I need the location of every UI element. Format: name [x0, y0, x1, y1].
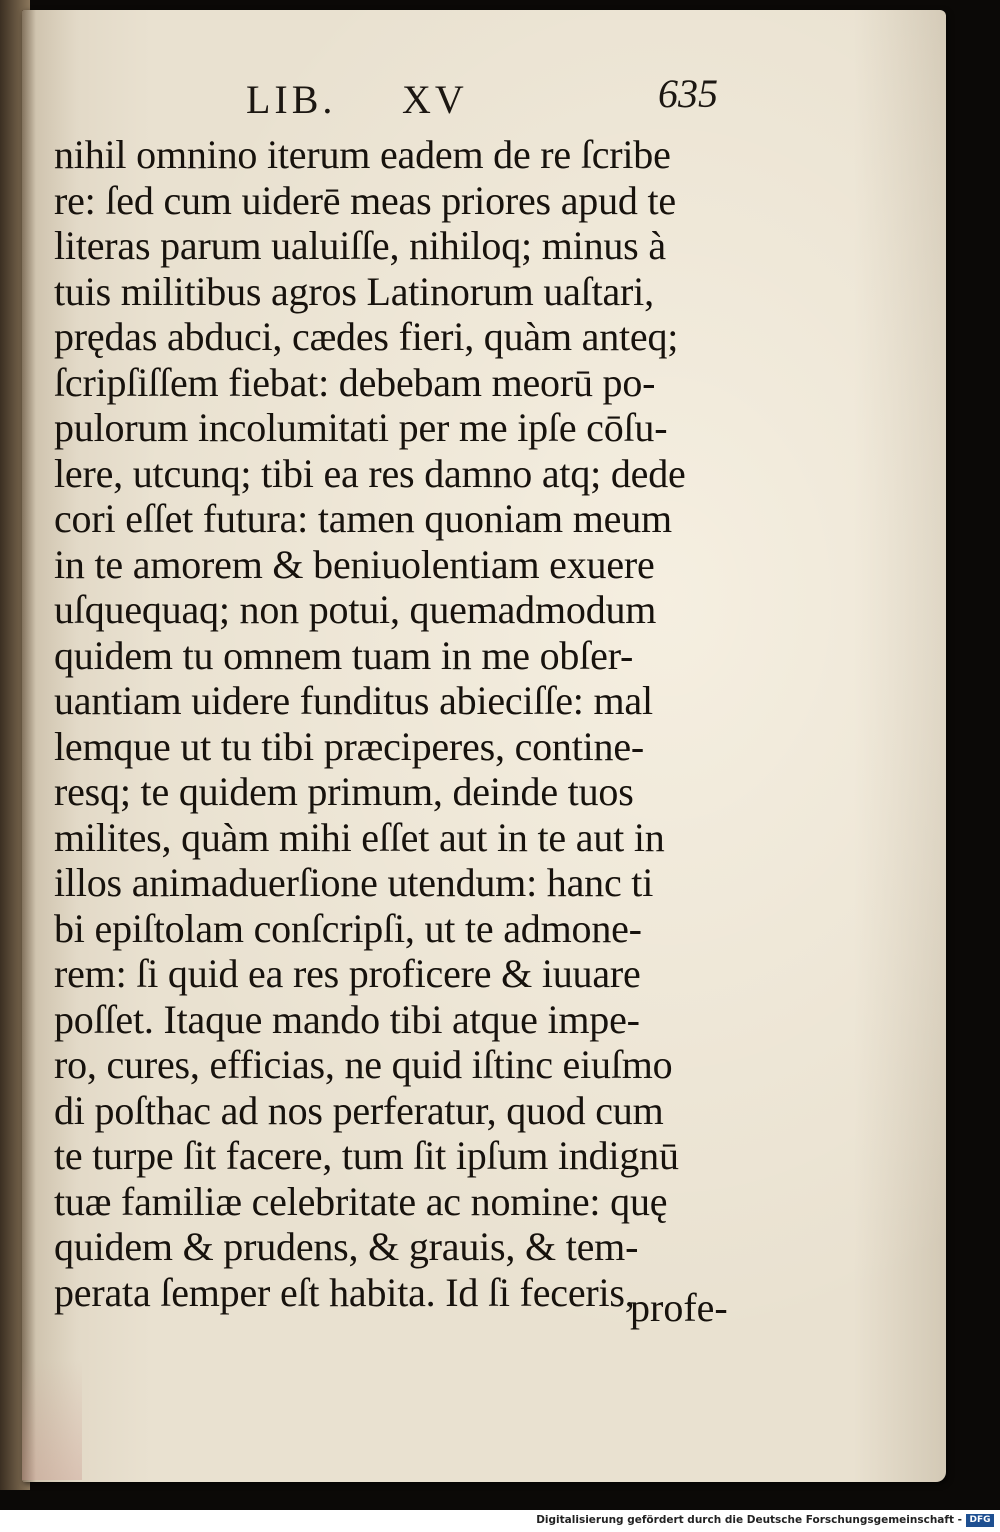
text-line: pulorum incolumitati per me ipſe cōſu-: [54, 405, 668, 450]
text-line: uantiam uidere funditus abieciſſe: mal: [54, 678, 653, 723]
text-line: quidem tu omnem tuam in me obſer-: [54, 632, 634, 678]
text-line: nihil omnino iterum eadem de re ſcribe: [54, 132, 671, 177]
catchword: profe-: [630, 1285, 728, 1330]
text-line: re: ſed cum uiderē meas priores apud te: [54, 177, 676, 223]
page-number: 635: [658, 71, 718, 116]
text-line: literas parum ualuiſſe, nihiloq; minus à: [54, 223, 666, 268]
gutter-shadow: [22, 10, 36, 1482]
text-line: milites, quàm mihi eſſet aut in te aut in: [54, 814, 665, 860]
text-line: tuis militibus agros Latinorum uaſtari,: [54, 268, 654, 314]
footer-bar: [0, 1510, 1000, 1532]
running-head-lib: LIB.: [246, 77, 337, 122]
text-line: bi epiſtolam conſcripſi, ut te admone-: [54, 905, 642, 951]
text-line: in te amorem & beniuolentiam exuere: [54, 541, 655, 587]
dfg-logo: DFG: [966, 1514, 994, 1527]
text-line: rem: ſi quid ea res proficere & iuuare: [54, 951, 641, 996]
text-line: resq; te quidem primum, deinde tuos: [54, 769, 634, 814]
text-line: ro, cures, efficias, ne quid iſtinc eiuſmo: [54, 1042, 673, 1087]
text-line: lemque ut tu tibi præciperes, contine-: [54, 723, 645, 769]
body-text: [54, 132, 744, 1315]
text-line: te turpe ſit facere, tum ſit ipſum indignū: [54, 1133, 679, 1178]
text-line: illos animaduerſione utendum: hanc ti: [54, 860, 654, 905]
funding-credit: Digitalisierung gefördert durch die Deutsche Forschungsgemeinschaft -: [536, 1514, 962, 1526]
text-line: ſcripſiſſem fiebat: debebam meorū po-: [54, 359, 656, 405]
text-line: perata ſemper eſt habita. Id ſi feceris,: [54, 1269, 635, 1315]
text-line: uſquequaq; non potui, quemadmodum: [54, 587, 657, 632]
text-line: di poſthac ad nos perferatur, quod cum: [54, 1087, 664, 1133]
text-line: prędas abduci, cædes fieri, quàm anteq;: [54, 314, 679, 359]
text-line: cori eſſet futura: tamen quoniam meum: [54, 496, 672, 541]
text-line: poſſet. Itaque mando tibi atque impe-: [54, 996, 640, 1042]
text-line: quidem & prudens, & grauis, & tem-: [54, 1224, 639, 1269]
text-line: lere, utcunq; tibi ea res damno atq; dede: [54, 450, 686, 496]
text-line: tuæ familiæ celebritate ac nomine: quę: [54, 1178, 668, 1224]
running-head: [240, 71, 740, 126]
running-head-book-number: XV: [402, 77, 468, 122]
